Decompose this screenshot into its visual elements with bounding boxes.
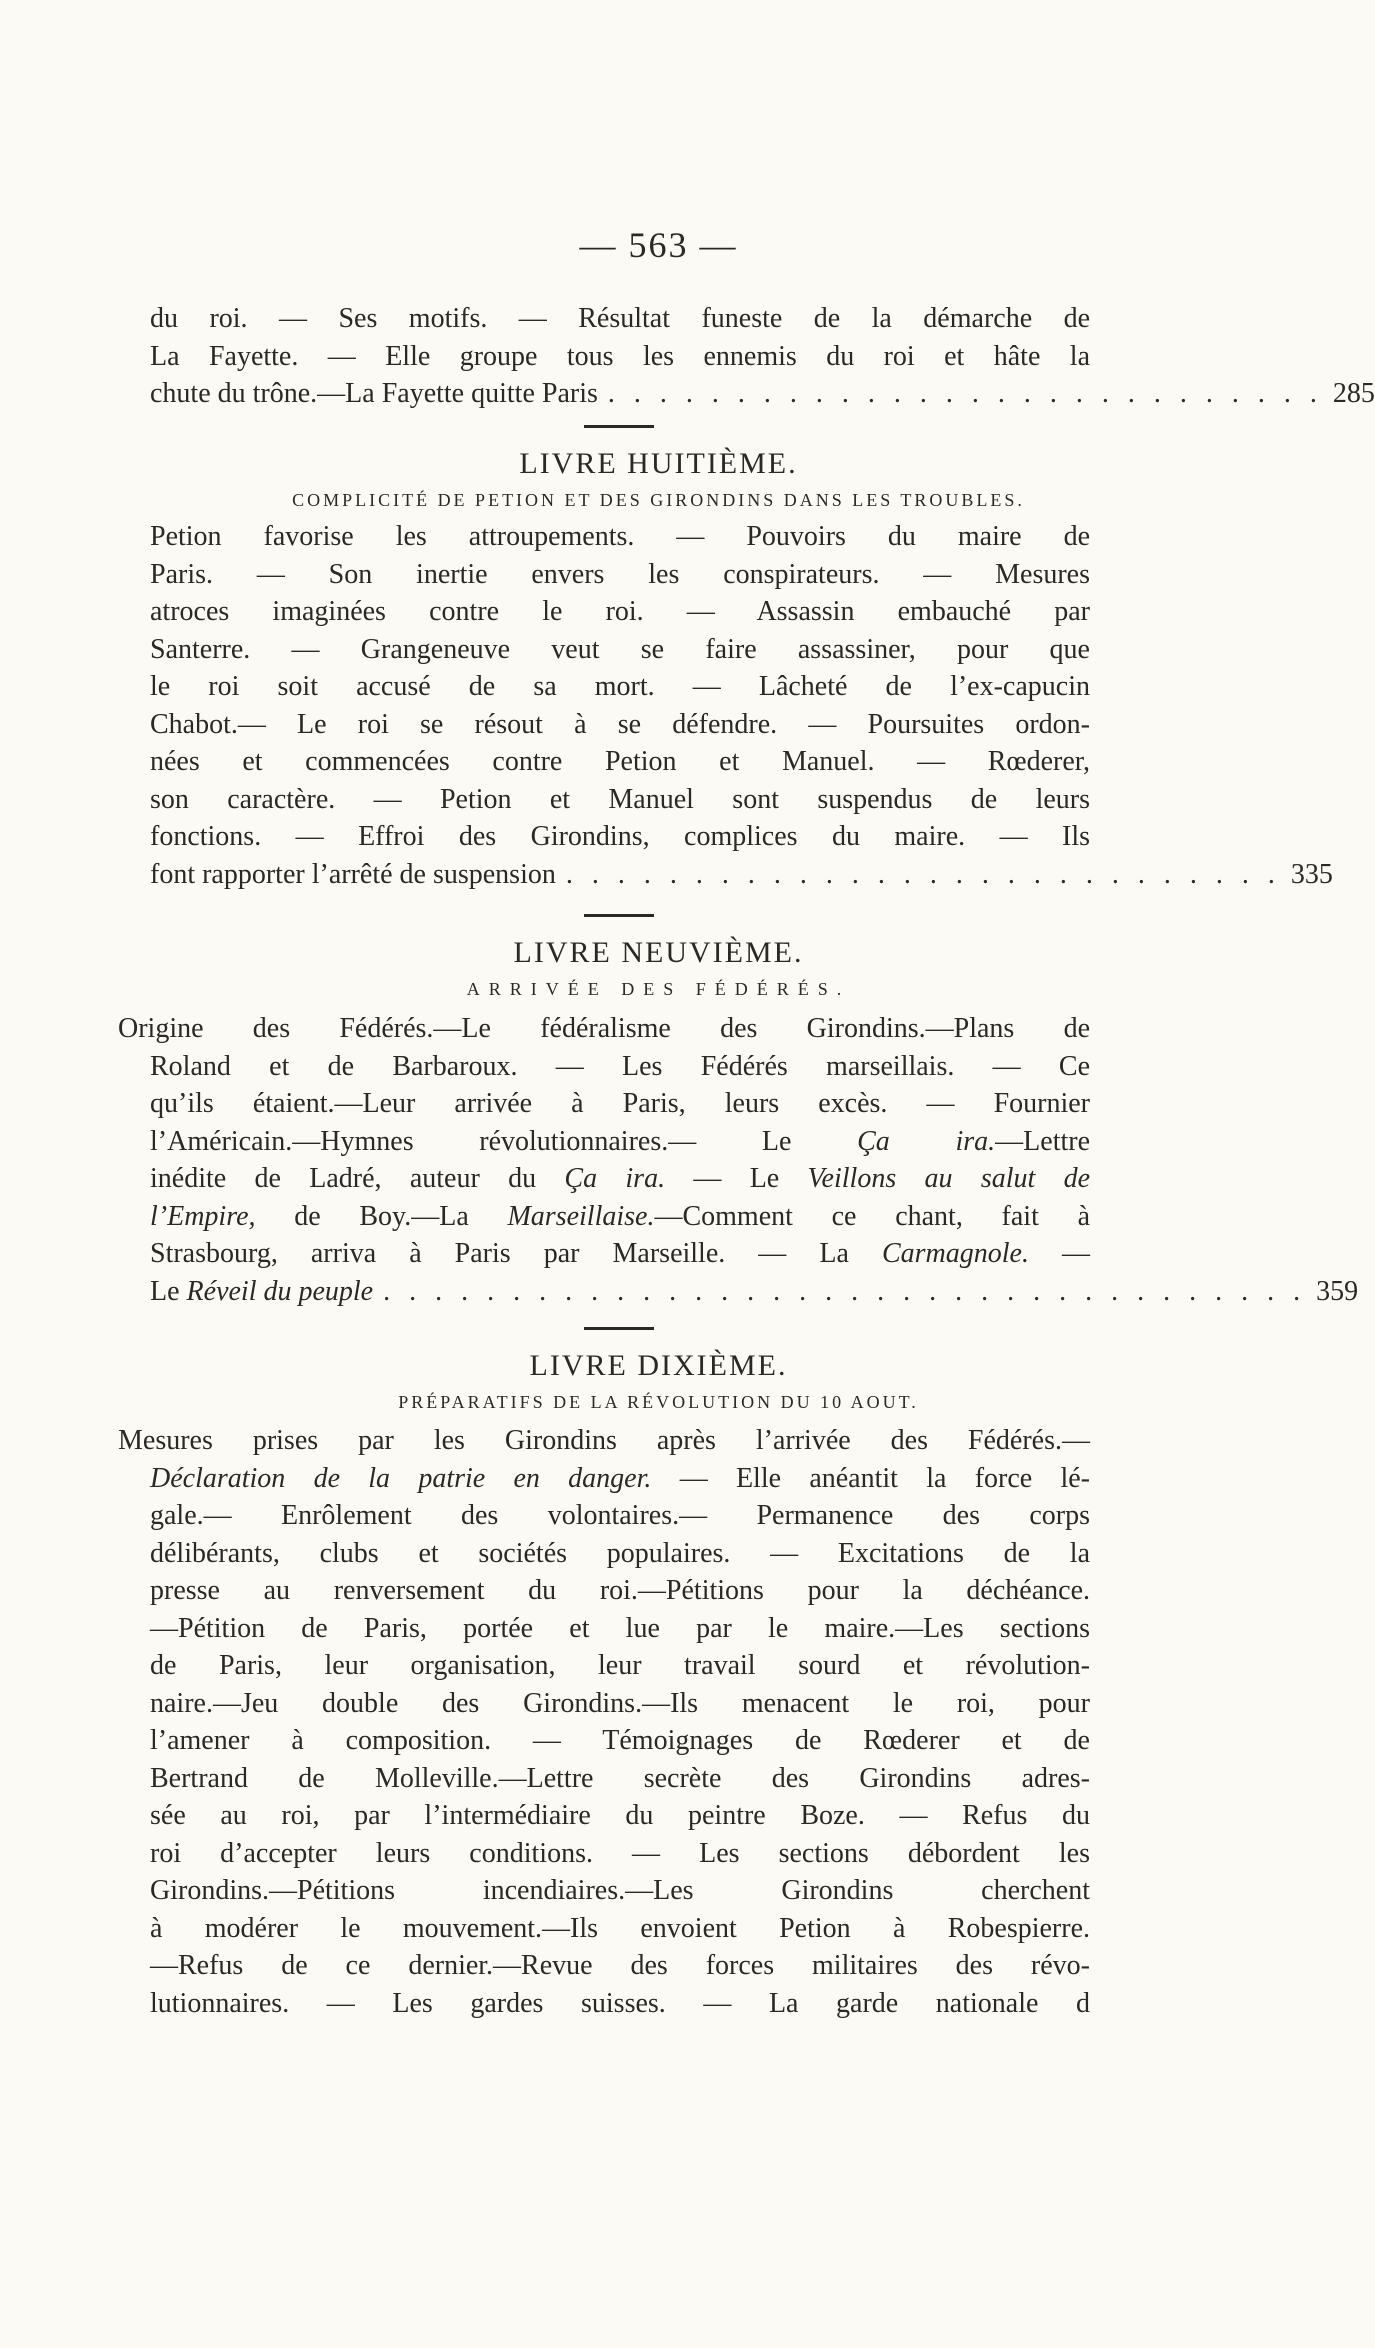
text-span: Strasbourg, arriva à Paris par Marseille. — La — [150, 1238, 849, 1269]
text-line: naire.—Jeu double des Girondins.—Ils menacent le roi, pour — [150, 1687, 1090, 1719]
book-title: LIVRE HUITIÈME. — [519, 447, 798, 480]
text-span: Le — [150, 1275, 180, 1307]
text-line: Chabot.— Le roi se résout à se défendre. — Poursuites ordon- — [150, 708, 1090, 740]
leader-dots: . . . . . . . . . . . . . . . . . . . . . . . . . . . . . . . . . . . . — [383, 1275, 1307, 1307]
text-span: inédite de Ladré, auteur du — [150, 1163, 537, 1194]
text-line: à modérer le mouvement.—Ils envoient Petion à Robespierre. — [150, 1912, 1090, 1944]
text-span: l’Américain.—Hymnes révolutionnaires.— Le — [150, 1125, 792, 1157]
page-reference: 285 — [1332, 378, 1375, 409]
text-line: le roi soit accusé de sa mort. — Lâcheté de l’ex-capucin — [150, 671, 1090, 702]
book-subtitle: PRÉPARATIFS DE LA RÉVOLUTION DU 10 AOUT. — [398, 1392, 919, 1412]
text-line — [150, 1235, 1090, 1273]
text-span: de Boy.—La — [294, 1200, 469, 1232]
section-rule — [584, 1327, 654, 1330]
text-line: gale.— Enrôlement des volontaires.— Permanence des corps — [150, 1500, 1090, 1531]
leader-dots: . . . . . . . . . . . . . . . . . . . . . . . . . . . . — [607, 378, 1323, 409]
text-line: son caractère. — Petion et Manuel sont suspendus de leurs — [150, 783, 1090, 815]
text-line: —Pétition de Paris, portée et lue par le maire.—Les sections — [150, 1612, 1090, 1644]
leader-dots: . . . . . . . . . . . . . . . . . . . . . . . . . . . . — [565, 858, 1281, 890]
text-span: — — [1062, 1238, 1091, 1269]
entry-text: chute du trône.—La Fayette quitte Paris — [150, 378, 598, 409]
text-line: Mesures prises par les Girondins après l’arrivée des Fédérés.— — [118, 1425, 1090, 1456]
italic-title: Réveil du peuple — [186, 1275, 374, 1307]
page-number: — 563 — — [579, 225, 738, 265]
italic-title: Déclaration de la patrie en danger. — [150, 1462, 652, 1494]
italic-title: Veillons au salut de — [807, 1163, 1091, 1194]
italic-title: Ça ira. — [564, 1163, 666, 1194]
text-line — [150, 1460, 1090, 1498]
text-line: —Refus de ce dernier.—Revue des forces militaires des révo- — [150, 1950, 1090, 1981]
text-line: nées et commencées contre Petion et Manuel. — Rœderer, — [150, 746, 1090, 777]
text-line: Origine des Fédérés.—Le fédéralisme des Girondins.—Plans de — [118, 1013, 1090, 1044]
text-line: de Paris, leur organisation, leur travail sourd et révolution- — [150, 1650, 1090, 1681]
text-line: Santerre. — Grangeneuve veut se faire assassiner, pour que — [150, 633, 1090, 665]
book-subtitle: COMPLICITÉ DE PETION ET DES GIRONDINS DANS LES TROUBLES. — [292, 490, 1025, 510]
entry-text — [150, 1273, 373, 1311]
entry-last-line — [150, 375, 1375, 413]
text-span: — Elle anéantit la force lé- — [679, 1462, 1090, 1494]
italic-title: Carmagnole. — [881, 1238, 1029, 1269]
book-summary — [118, 1010, 1359, 1310]
text-line: Bertrand de Molleville.—Lettre secrète des Girondins adres- — [150, 1762, 1090, 1794]
text-line — [150, 1198, 1090, 1236]
text-line: l’amener à composition. — Témoignages de Rœderer et de — [150, 1725, 1090, 1756]
section-rule — [584, 425, 654, 428]
entry-last-line — [150, 856, 1333, 894]
text-line: sée au roi, par l’intermédiaire du peintre Boze. — Refus du — [150, 1800, 1090, 1831]
text-line — [150, 1160, 1090, 1198]
intro-paragraph — [150, 300, 1375, 413]
text-line: Petion favorise les attroupements. — Pouvoirs du maire de — [150, 521, 1090, 552]
text-line: Girondins.—Pétitions incendiaires.—Les Girondins cherchent — [150, 1875, 1090, 1906]
text-line: presse au renversement du roi.—Pétitions pour la déchéance. — [150, 1575, 1090, 1606]
text-span: — Le — [693, 1163, 780, 1194]
book-title: LIVRE NEUVIÈME. — [513, 936, 804, 969]
text-line: qu’ils étaient.—Leur arrivée à Paris, leurs excès. — Fournier — [150, 1088, 1090, 1119]
book-summary — [150, 518, 1333, 893]
entry-text: font rapporter l’arrêté de suspension — [150, 858, 556, 890]
page-reference: 359 — [1316, 1275, 1359, 1307]
italic-title: Ça ira. — [857, 1125, 996, 1157]
text-line: du roi. — Ses motifs. — Résultat funeste de la démarche de — [150, 303, 1090, 334]
italic-title: Marseillaise. — [507, 1200, 655, 1232]
text-line: roi d’accepter leurs conditions. — Les sections débordent les — [150, 1837, 1090, 1869]
text-line: délibérants, clubs et sociétés populaires. — Excitations de la — [150, 1537, 1090, 1569]
text-line: lutionnaires. — Les gardes suisses. — La garde nationale d — [150, 1987, 1090, 2019]
italic-title: l’Empire, — [150, 1200, 256, 1232]
entry-last-line — [150, 1273, 1359, 1311]
text-line: La Fayette. — Elle groupe tous les ennemis du roi et hâte la — [150, 340, 1090, 372]
text-line: Roland et de Barbaroux. — Les Fédérés marseillais. — Ce — [150, 1050, 1090, 1082]
text-line: Paris. — Son inertie envers les conspirateurs. — Mesures — [150, 558, 1090, 590]
text-line: fonctions. — Effroi des Girondins, complices du maire. — Ils — [150, 821, 1090, 852]
book-title: LIVRE DIXIÈME. — [529, 1349, 788, 1382]
text-line: atroces imaginées contre le roi. — Assassin embauché par — [150, 596, 1090, 627]
book-subtitle: ARRIVÉE DES FÉDÉRÉS. — [466, 979, 851, 999]
page-reference: 335 — [1290, 858, 1333, 890]
text-line — [150, 1123, 1090, 1161]
text-span: —Comment ce chant, fait à — [654, 1200, 1090, 1232]
section-rule — [584, 914, 654, 917]
text-span: —Lettre — [995, 1125, 1090, 1157]
book-summary — [118, 1422, 1090, 2022]
